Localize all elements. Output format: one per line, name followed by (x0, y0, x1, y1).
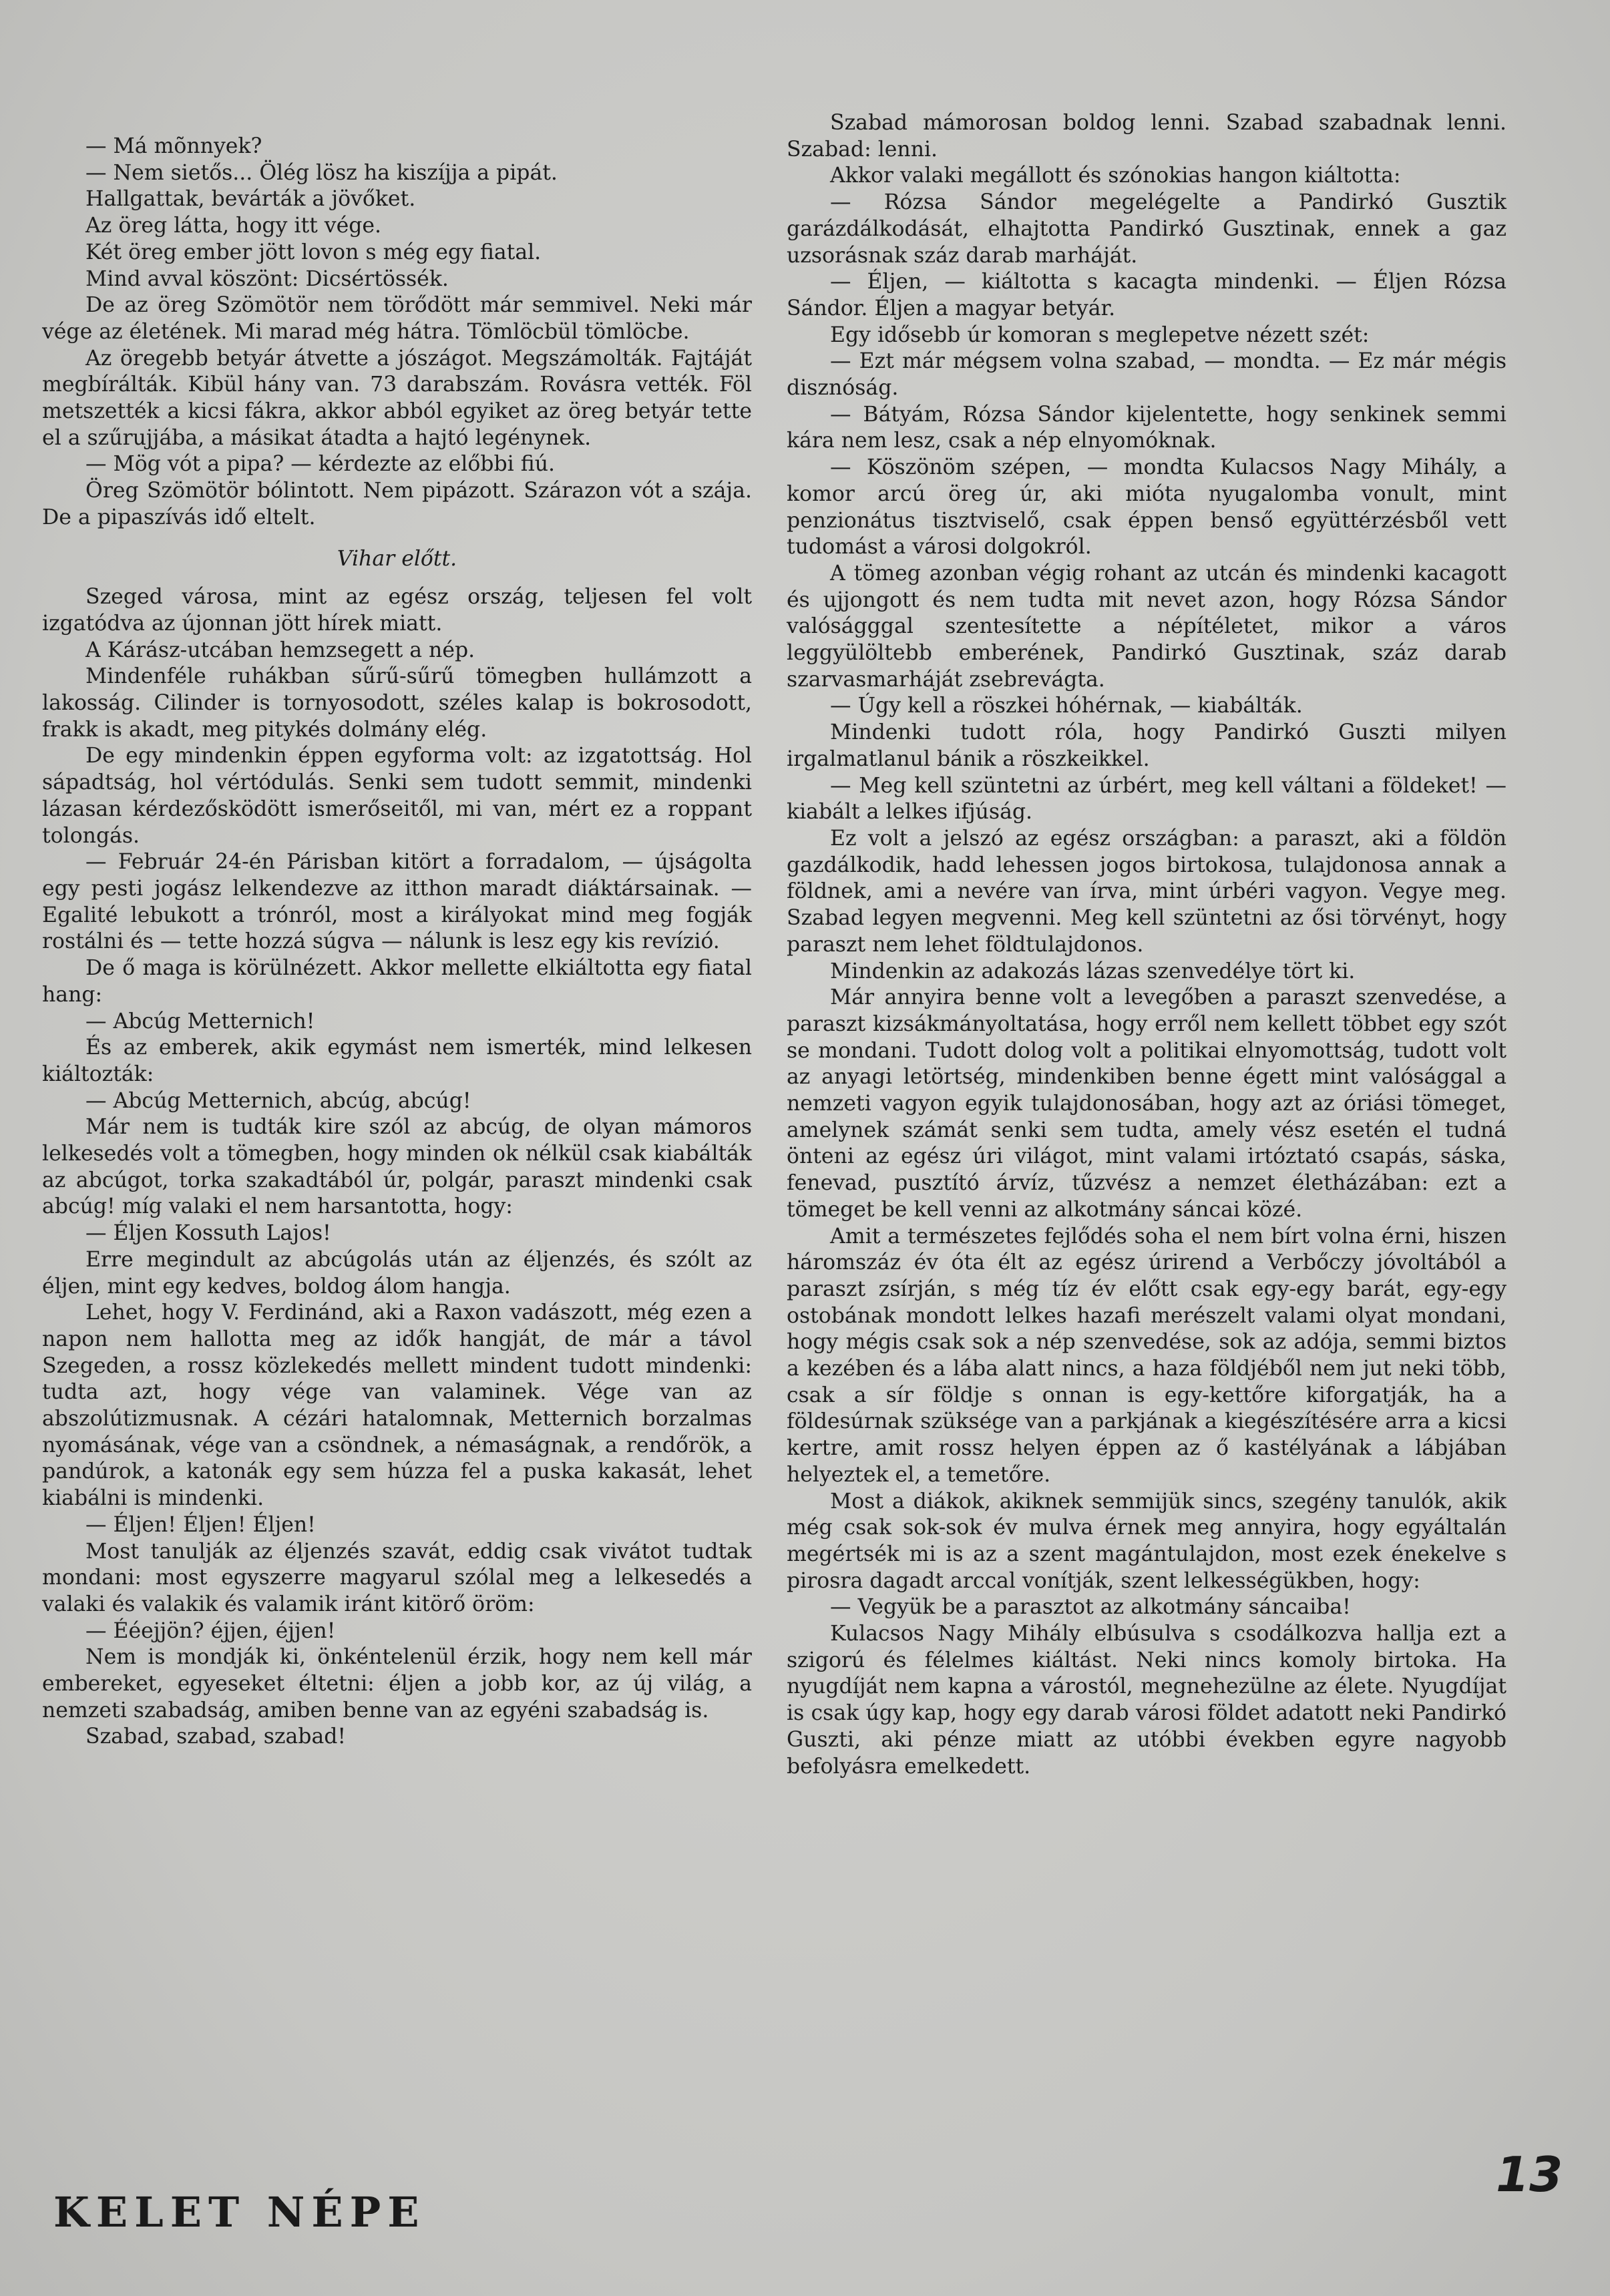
paragraph: De az öreg Szömötör nem törődött már semmivel. Neki már vége az életének. Mi marad még hátra. Tömlöcbül tömlöcbe. (42, 293, 752, 344)
paragraph: — Abcúg Metternich! (85, 1009, 315, 1034)
paragraph: A Kárász-utcában hemzsegett a nép. (85, 638, 475, 662)
paragraph: — Mög vót a pipa? — kérdezte az előbbi fiú. (85, 452, 556, 477)
page-number: 13 (1496, 2146, 1563, 2203)
paragraph: — Éljen Kossuth Lajos! (85, 1221, 331, 1246)
section-heading: Vihar előtt. (337, 546, 457, 571)
paragraph: A tömeg azonban végig rohant az utcán és mindenki kacagott és ujjongott és nem tudta mit nevet azon, hogy Rózsa Sándor valóságggal szentesítette a népítéletet, mikor a város leggyülöltebb emberének, Pandirkó Gusztinak, száz darab szarvasmarháját zsebrevágta. (787, 561, 1506, 692)
paragraph: Két öreg ember jött lovon s még egy fiatal. (85, 240, 542, 264)
paragraph: — Rózsa Sándor megelégelte a Pandirkó Gusztik garázdálkodását, elhajtotta Pandirkó Gusztinak, ennek a gaz uzsorásnak száz darab marháját. (787, 190, 1506, 268)
paragraph: Mindenkin az adakozás lázas szenvedélye tört ki. (830, 959, 1356, 983)
publication-title: KELET NÉPE (53, 2188, 426, 2237)
paragraph: Lehet, hogy V. Ferdinánd, aki a Raxon vadászott, még ezen a napon nem hallotta meg az idők hangját, de már a távol Szegeden, a rossz közlekedés mellett mindent tudott mindenki: tudta azt, hogy vége van valaminek. Vége van az abszolútizmusnak. A cézári hatalomnak, Metternich borzalmas nyomásának, vége van a csöndnek, a némaságnak, a rendőrök, a pandúrok, a katonák egy sem húzza fel a puska kakasát, lehet kiabálni is mindenki. (42, 1301, 752, 1511)
paragraph: — Február 24-én Párisban kitört a forradalom, — újságolta egy pesti jogász lelkendezve az itthon maradt diáktársainak. — Egalité lebukott a trónról, most a királyokat mind meg fogják rostálni és — tette hozzá súgva — nálunk is lesz egy kis revízió. (42, 850, 752, 954)
paragraph: Mindenféle ruhákban sűrű-sűrű tömegben hullámzott a lakosság. Cilinder is tornyosodott, széles kalap is bokrosodott, frakk is akadt, meg pitykés dolmány elég. (42, 664, 752, 742)
paragraph: Most a diákok, akiknek semmijük sincs, szegény tanulók, akik még csak sok-sok év mulva érnek meg annyira, hogy egyáltalán megértsék mi is az a szent magántulajdon, most ezek énekelve s pirosra dagadt arccal vonítják, szent lelkességükben, hogy: (787, 1489, 1506, 1593)
paragraph: Már nem is tudták kire szól az abcúg, de olyan mámoros lelkesedés volt a tömegben, hogy minden ok nélkül csak kiabálták az abcúgot, torka szakadtából úr, polgár, paraszt mindenki csak abcúg! míg valaki el nem harsantotta, hogy: (42, 1115, 752, 1219)
paragraph: Már annyira benne volt a levegőben a paraszt szenvedése, a paraszt kizsákmányoltatása, hogy erről nem kellett többet egy szót se mondani. Tudott dolog volt a politikai elnyomottság, tudott volt az anyagi letörtség, mindenkiben benne égett mint valósággal a nemzeti vagyon egyik tulajdonosában, hogy azt az óriási tömeget, amelynek számát senki sem tudta, amely vész esetén el tudná önteni az egész úri világot, mint valami irtóztató csapás, sáska, fenevad, pusztító árvíz, tűzvész a nemzet életházában: ezt a tömeget be kell venni az alkotmány sáncai közé. (787, 985, 1506, 1222)
paragraph: — Vegyük be a parasztot az alkotmány sáncaiba! (830, 1595, 1351, 1620)
paragraph: Amit a természetes fejlődés soha el nem bírt volna érni, hiszen háromszáz év óta élt az egész úrirend a Verbőczy jóvoltából a paraszt zsírján, s még tíz év előtt csak egy-egy barát, egy-egy ostobának mondott lelkes hazafi merészelt valami olyat mondani, hogy mégis csak sok a nép szenvedése, sok az adója, semmi biztos a kezében és a lába alatt nincs, a haza földjéből nem jut neki több, csak a sír földje s onnan is egy-kettőre kiforgatják, ha a földesúrnak szüksége van a parkjának a kiegészítésére arra a kicsi kertre, amit rossz helyen éppen az ő kastélyának a lábjában helyeztek el, a temetőre. (787, 1224, 1506, 1487)
paragraph: Szeged városa, mint az egész ország, teljesen fel volt izgatódva az újonnan jött hírek miatt. (42, 585, 752, 636)
paragraph: Mind avval köszönt: Dicsértössék. (85, 266, 449, 291)
paragraph: Most tanulják az éljenzés szavát, eddig csak vivátot tudtak mondani: most egyszerre magyarul szólal meg a lelkesedés a valaki és valakik és valamik iránt kitörő öröm: (42, 1539, 752, 1616)
paragraph: De ő maga is körülnézett. Akkor mellette elkiáltotta egy fiatal hang: (42, 956, 752, 1007)
paragraph: Ez volt a jelszó az egész országban: a paraszt, aki a földön gazdálkodik, hadd lehessen jogos birtokosa, tulajdonosa annak a földnek, ami a nevére van írva, mint úrbéri vagyon. Vegye meg. Szabad legyen megvenni. Meg kell szüntetni az ősi törvényt, hogy paraszt nem lehet földtulajdonos. (787, 826, 1506, 957)
paragraph: Szabad, szabad, szabad! (85, 1725, 347, 1749)
paragraph: — Nem sietős... Ölég lösz ha kiszíjja a pipát. (85, 160, 558, 185)
paragraph: — Úgy kell a röszkei hóhérnak, — kiabálták. (830, 694, 1303, 718)
paragraph: — Ezt már mégsem volna szabad, — mondta. — Ez már mégis disznóság. (787, 349, 1506, 401)
paragraph: Nem is mondják ki, önkéntelenül érzik, hogy nem kell már embereket, egyeseket éltetni: éljen a jobb kor, az új világ, a nemzeti szabadság, amiben benne van az egyéni szabadság is. (42, 1645, 752, 1723)
paragraph: És az emberek, akik egymást nem ismerték, mind lelkesen kiáltozták: (42, 1036, 752, 1086)
right-column (787, 110, 1506, 2126)
paragraph: — Ééejjön? éjjen, éjjen! (85, 1618, 336, 1643)
paragraph: — Köszönöm szépen, — mondta Kulacsos Nagy Mihály, a komor arcú öreg úr, aki mióta nyugalomba vonult, mint penzionátus tisztviselő, csak éppen benső együttérzésből vett tudomást a városi dolgokról. (787, 455, 1506, 559)
paragraph: — Má mõnnyek? (85, 134, 262, 158)
paragraph: Akkor valaki megállott és szónokias hangon kiáltotta: (830, 164, 1401, 188)
paragraph: Az öregebb betyár átvette a jószágot. Megszámolták. Fajtáját megbírálták. Kibül hány van. 73 darabszám. Rovásra vették. Föl metszették a kicsi fákra, akkor abból egyiket az öreg betyár tette el a szűrujjába, a másikat átadta a hajtó legénynek. (42, 346, 752, 450)
paragraph: — Éljen, — kiáltotta s kacagta mindenki. — Éljen Rózsa Sándor. Éljen a magyar betyár. (787, 270, 1506, 320)
paragraph: Mindenki tudott róla, hogy Pandirkó Guszti milyen irgalmatlanul bánik a röszkeikkel. (787, 720, 1506, 771)
paragraph: — Meg kell szüntetni az úrbért, meg kell váltani a földeket! — kiabált a lelkes ifjúság. (787, 773, 1506, 825)
paragraph: Hallgattak, bevárták a jövőket. (85, 187, 416, 212)
left-column (42, 134, 752, 2150)
paragraph: Erre megindult az abcúgolás után az éljenzés, és szólt az éljen, mint egy kedves, boldog álom hangja. (42, 1247, 752, 1299)
paragraph: Kulacsos Nagy Mihály elbúsulva s csodálkozva hallja ezt a szigorú és félelmes kiáltást. Neki nincs komoly birtoka. Ha nyugdíját nem kapna a várostól, megnehezülne az élete. Nyugdíjat is csak úgy kap, hogy egy darab városi földet adatott neki Pandirkó Guszti, aki pénze miatt az utóbbi években egyre nagyobb befolyásra emelkedett. (787, 1622, 1506, 1779)
paragraph: — Bátyám, Rózsa Sándor kijelentette, hogy senkinek semmi kára nem lesz, csak a nép elnyomóknak. (787, 402, 1506, 453)
paragraph: — Éljen! Éljen! Éljen! (85, 1512, 316, 1537)
paragraph: Egy idősebb úr komoran s meglepetve nézett szét: (830, 322, 1370, 347)
paragraph: Az öreg látta, hogy itt vége. (85, 214, 382, 238)
paragraph: Öreg Szömötör bólintott. Nem pipázott. Szárazon vót a szája. De a pipaszívás idő eltelt. (42, 479, 752, 529)
paragraph: De egy mindenkin éppen egyforma volt: az izgatottság. Hol sápadtság, hol vértódulás. Senki sem tudott semmit, mindenki lázasan kérdezősködött ismerőseitől, mi van, mért ez a roppant tolongás. (42, 744, 752, 848)
paragraph: — Abcúg Metternich, abcúg, abcúg! (85, 1088, 471, 1113)
paragraph: Szabad mámorosan boldog lenni. Szabad szabadnak lenni. Szabad: lenni. (787, 111, 1506, 162)
